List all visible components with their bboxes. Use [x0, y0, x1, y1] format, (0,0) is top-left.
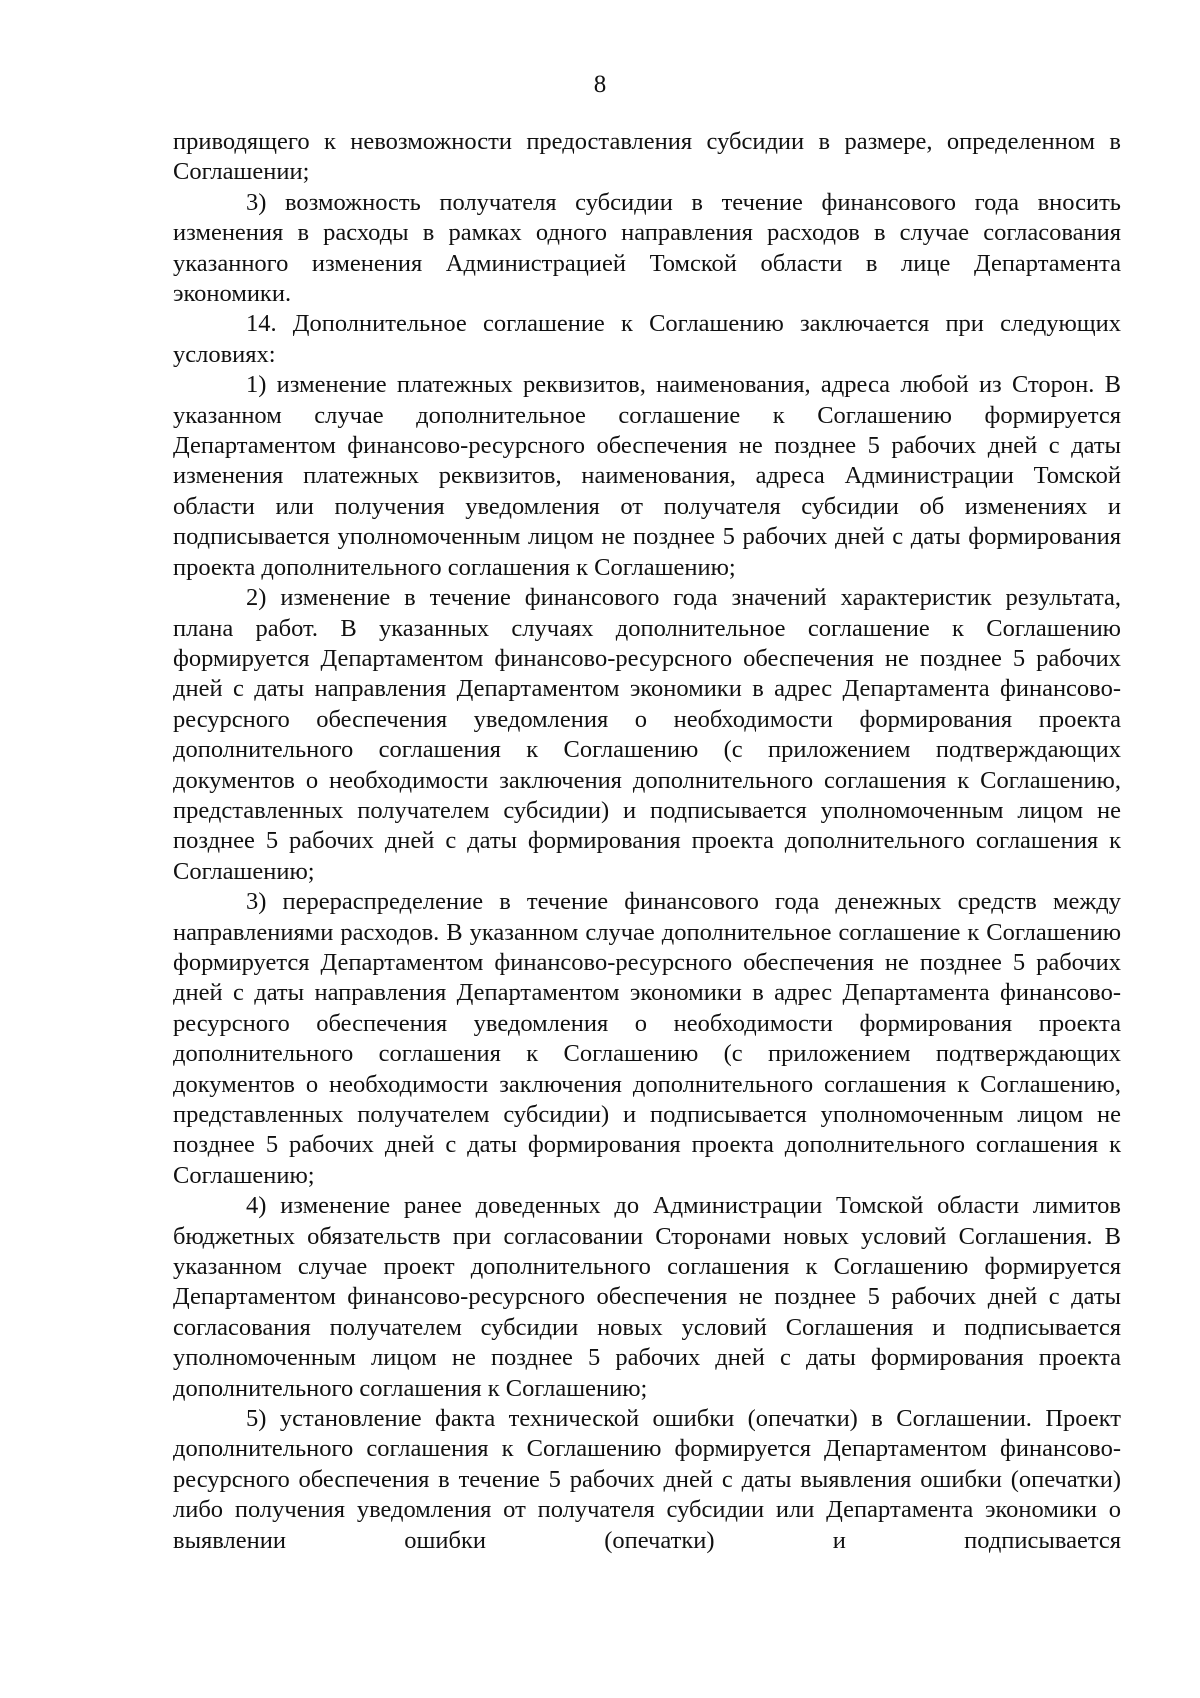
paragraph-item-5-technical-error: 5) установление факта технической ошибки (опечатки) в Соглашении. Проект дополнительного соглашения к Соглашению формируется Департаментом финансово-ресурсного обеспечения в течение 5 рабочих дней с даты выявления ошибки (опечатки) либо получения уведомления от получателя субсидии или Департамента экономики о выявлении ошибки (опечатки) и подписывается [173, 1405, 1121, 1554]
paragraph-item-4-limits: 4) изменение ранее доведенных до Администрации Томской области лимитов бюджетных обязательств при согласовании Сторонами новых условий Соглашения. В указанном случае проект дополнительного соглашения к Соглашению формируется Департаментом финансово-ресурсного обеспечения не позднее 5 рабочих дней с даты согласования получателем субсидии новых условий Соглашения и подписывается уполномоченным лицом не позднее 5 рабочих дней с даты формирования проекта дополнительного соглашения к Соглашению; [173, 1192, 1121, 1402]
document-body [173, 127, 1121, 1556]
paragraph-item-3-expense-changes: 3) возможность получателя субсидии в течение финансового года вносить изменения в расходы в рамках одного направления расходов в случае согласования указанного изменения Администрацией Томской области в лице Департамента экономики. [173, 188, 1121, 308]
paragraph-item-3-redistribution: 3) перераспределение в течение финансового года денежных средств между направлениями расходов. В указанном случае дополнительное соглашение к Соглашению формируется Департаментом финансово-ресурсного обеспечения не позднее 5 рабочих дней с даты направления Департаментом экономики в адрес Департамента финансово-ресурсного обеспечения уведомления о необходимости формирования проекта дополнительного соглашения к Соглашению (с приложением подтверждающих документов о необходимости заключения дополнительного соглашения к Соглашению, представленных получателем субсидии) и подписывается уполномоченным лицом не позднее 5 рабочих дней с даты формирования проекта дополнительного соглашения к Соглашению; [173, 888, 1121, 1189]
paragraph-continuation: приводящего к невозможности предоставления субсидии в размере, определенном в Соглашении; [173, 128, 1121, 186]
paragraph-item-2-result-characteristics: 2) изменение в течение финансового года значений характеристик результата, плана работ. В указанных случаях дополнительное соглашение к Соглашению формируется Департаментом финансово-ресурсного обеспечения не позднее 5 рабочих дней с даты направления Департаментом экономики в адрес Департамента финансово-ресурсного обеспечения уведомления о необходимости формирования проекта дополнительного соглашения к Соглашению (с приложением подтверждающих документов о необходимости заключения дополнительного соглашения к Соглашению, представленных получателем субсидии) и подписывается уполномоченным лицом не позднее 5 рабочих дней с даты формирования проекта дополнительного соглашения к Соглашению; [173, 584, 1121, 885]
page-number: 8 [593, 71, 607, 98]
paragraph-section-14: 14. Дополнительное соглашение к Соглашению заключается при следующих условиях: [173, 310, 1121, 368]
paragraph-item-1-requisites: 1) изменение платежных реквизитов, наименования, адреса любой из Сторон. В указанном случае дополнительное соглашение к Соглашению формируется Департаментом финансово-ресурсного обеспечения не позднее 5 рабочих дней с даты изменения платежных реквизитов, наименования, адреса Администрации Томской области или получения уведомления от получателя субсидии об изменениях и подписывается уполномоченным лицом не позднее 5 рабочих дней с даты формирования проекта дополнительного соглашения к Соглашению; [173, 371, 1121, 581]
